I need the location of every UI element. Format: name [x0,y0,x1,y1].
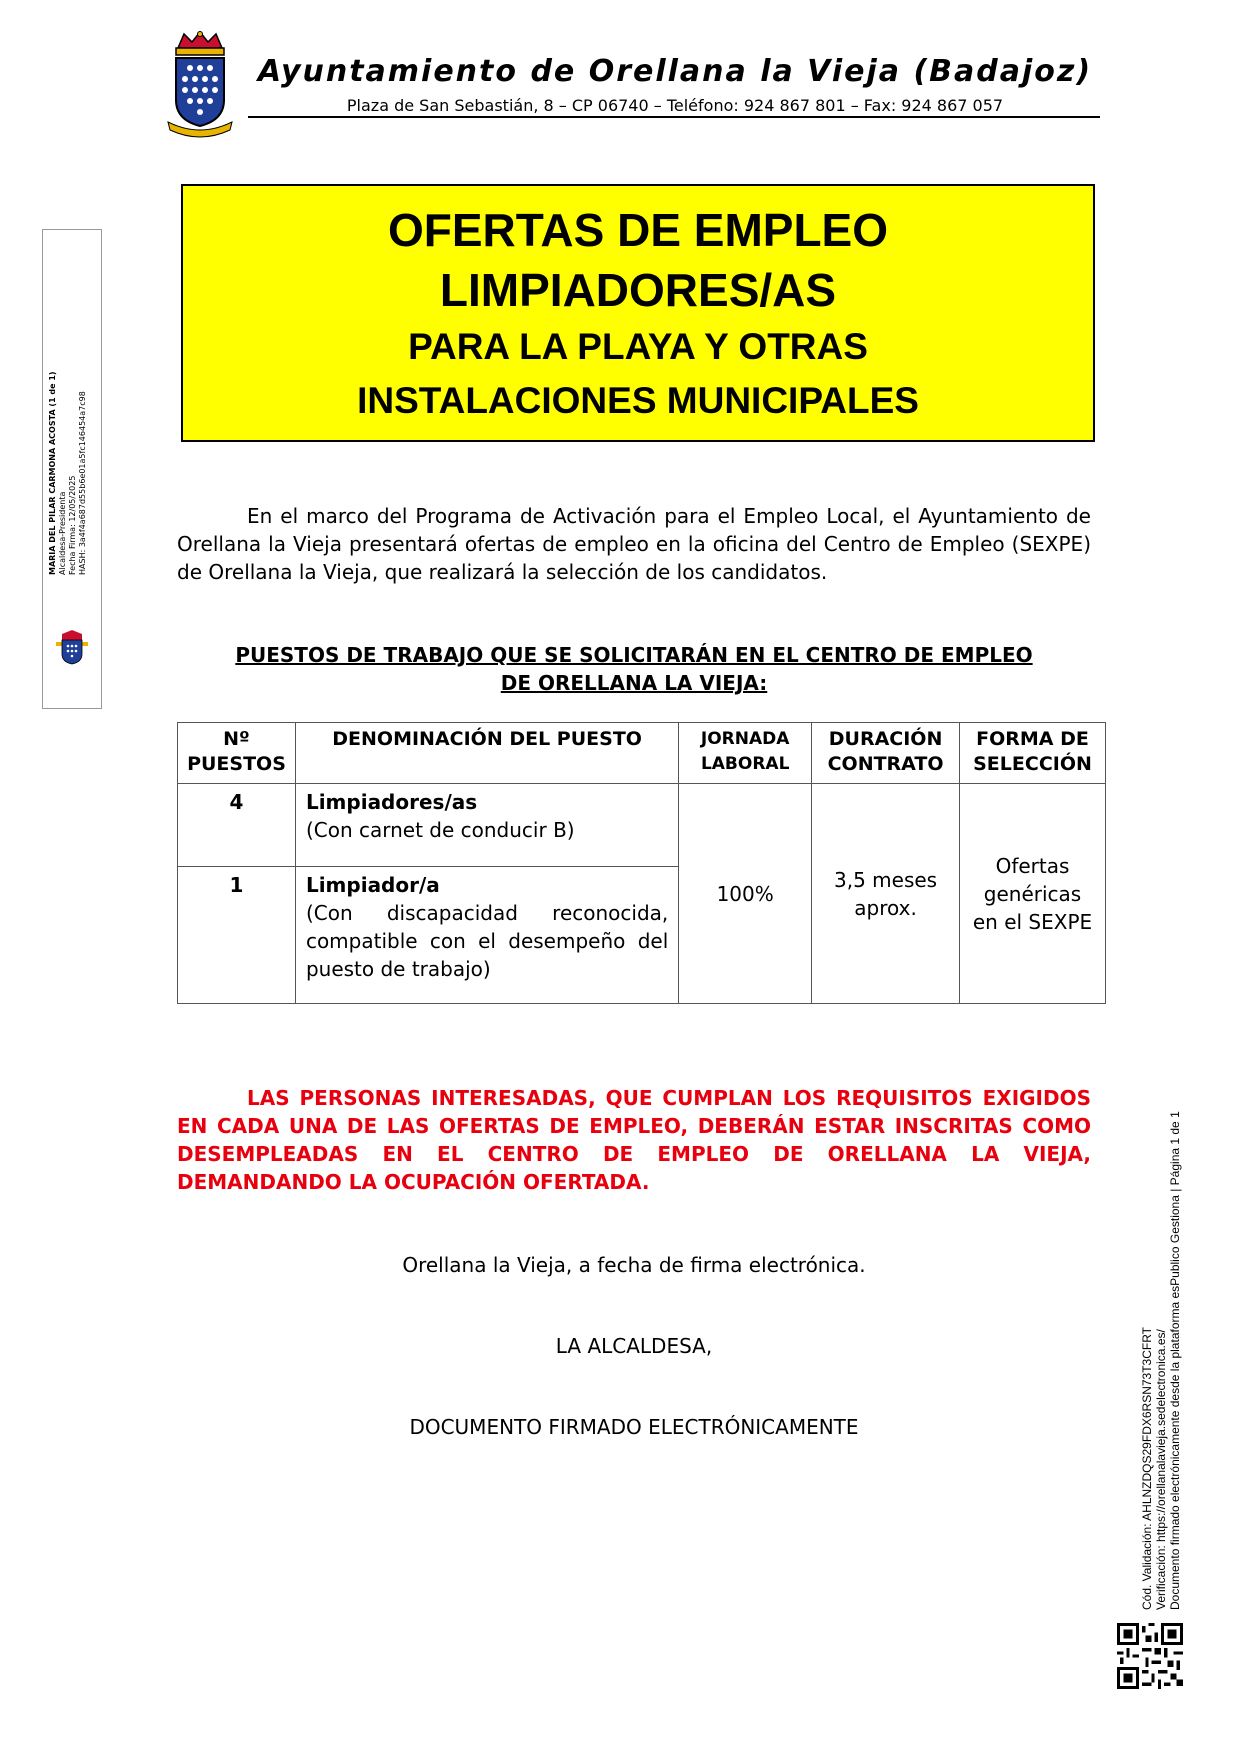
selection-value: Ofertas genéricas en el SEXPE [960,784,1106,1004]
jobs-table [177,722,1106,1004]
signature-details [48,371,108,575]
banner-line-1: OFERTAS DE EMPLEO [387,204,889,256]
place-date: Orellana la Vieja, a fecha de firma electrónica. [402,1253,866,1277]
verification-note: Documento firmado electrónicamente desde la plataforma esPublico Gestiona | Página 1 de 1 [1168,1111,1182,1610]
organization-name: Ayuntamiento de Orellana la Vieja (Badajoz) [257,54,1093,89]
intro-text: En el marco del Programa de Activación para el Empleo Local, el Ayuntamiento de Orellana la Vieja presentará ofertas de empleo en la oficina del Centro de Empleo (SEXPE) de Orellana la Vieja, que realizará la selección de los candidatos. [177,504,1091,584]
table-row [178,784,1106,867]
row-description: Limpiador/a (Con discapacidad reconocida, compatible con el desempeño del puesto de trabajo) [295,867,678,1004]
table-header-row [178,723,1106,784]
signature-date: Fecha Firma: 12/05/2025 [68,475,77,575]
row-count: 4 [178,784,296,867]
header-divider [248,116,1100,118]
header-workday: JORNADA LABORAL [679,723,812,784]
signer-role: Alcaldesa-Presidenta [58,491,67,575]
jobs-table-heading [177,641,1091,697]
title-banner [181,184,1095,442]
row-description: Limpiadores/as (Con carnet de conducir B) [295,784,678,867]
banner-line-4: INSTALACIONES MUNICIPALES [357,380,919,421]
row-count: 1 [178,867,296,1004]
header-selection-method: FORMA DE SELECCIÓN [960,723,1106,784]
header-contract-duration: DURACIÓN CONTRATO [812,723,960,784]
small-crest-icon [54,628,90,668]
verification-url: Verificación: https://orellanalavieja.sedelectronica.es/ [1154,1329,1168,1610]
jobs-heading-line-1: PUESTOS DE TRABAJO QUE SE SOLICITARÁN EN EL CENTRO DE EMPLEO [235,643,1033,667]
jobs-heading-line-2: DE ORELLANA LA VIEJA: [500,671,768,695]
qr-code-icon [1117,1623,1183,1689]
header-num-positions: Nº PUESTOS [178,723,296,784]
organization-address: Plaza de San Sebastián, 8 – CP 06740 – Teléfono: 924 867 801 – Fax: 924 867 057 [346,96,1004,115]
validation-code: Cód. Validación: AHLNZDQS29FDX6RSN73T3CFRT [1140,1327,1154,1610]
header-job-title: DENOMINACIÓN DEL PUESTO [295,723,678,784]
duration-value: 3,5 meses aprox. [812,784,960,1004]
banner-line-2: LIMPIADORES/AS [439,264,837,316]
signatory: LA ALCALDESA, [555,1334,713,1358]
signature-hash: HASH: 3a4f4a687d55b6e01a5fc146454a7c98 [78,391,87,575]
coat-of-arms-logo [164,30,236,140]
workday-value: 100% [679,784,812,1004]
verification-info [1140,1111,1190,1610]
banner-line-3: PARA LA PLAYA Y OTRAS [408,326,868,367]
intro-paragraph [177,502,1091,586]
requirements-notice: LAS PERSONAS INTERESADAS, QUE CUMPLAN LOS REQUISITOS EXIGIDOS EN CADA UNA DE LAS OFERTAS DE EMPLEO, DEBERÁN ESTAR INSCRITAS COMO DESEMPLEADAS EN EL CENTRO DE EMPLEO DE ORELLANA LA VIEJA, DEMANDANDO LA OCUPACIÓN OFERTADA. [177,1086,1091,1194]
signed-statement: DOCUMENTO FIRMADO ELECTRÓNICAMENTE [409,1415,859,1439]
signer-name: MARIA DEL PILAR CARMONA ACOSTA (1 de 1) [48,371,57,575]
